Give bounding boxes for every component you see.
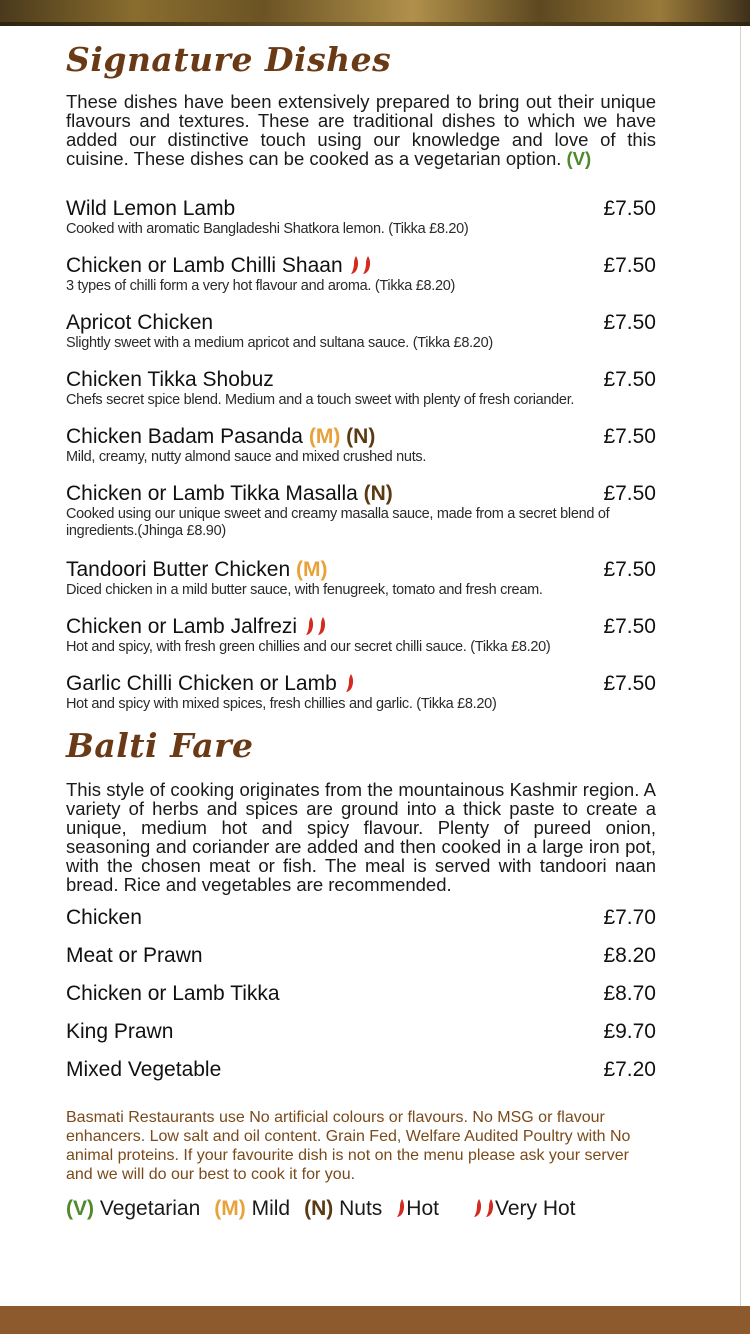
- nuts-tag: (N): [363, 482, 393, 505]
- signature-intro: [66, 92, 656, 168]
- decorative-footer-band: [0, 1306, 750, 1334]
- dish-name: Chicken Tikka Shobuz: [66, 368, 274, 391]
- legend-nuts-label: Nuts: [339, 1197, 383, 1220]
- balti-item-name: Meat or Prawn: [66, 944, 203, 967]
- dish-price: £7.50: [603, 558, 656, 581]
- dish-name: Tandoori Butter Chicken: [66, 558, 291, 581]
- chilli-icon: [305, 616, 315, 636]
- dish-name: Chicken Badam Pasanda: [66, 425, 303, 448]
- balti-item-price: £8.70: [603, 982, 656, 1005]
- balti-item-price: £7.20: [603, 1058, 656, 1081]
- signature-dish-list: [66, 197, 656, 720]
- chilli-icon: [362, 255, 372, 275]
- dish-name: Chicken or Lamb Tikka Masalla: [66, 482, 358, 505]
- balti-item: [66, 1020, 656, 1058]
- nuts-tag: (N): [346, 425, 376, 448]
- dish-item: [66, 197, 656, 254]
- mild-tag: (M): [295, 558, 328, 581]
- legend-hot-label: Hot: [406, 1197, 439, 1220]
- chilli-icon: [317, 616, 327, 636]
- balti-item-price: £9.70: [603, 1020, 656, 1043]
- dish-price: £7.50: [603, 425, 656, 448]
- decorative-header-band: [0, 0, 750, 26]
- dish-name: Apricot Chicken: [66, 311, 214, 334]
- dish-description: Cooked using our unique sweet and creamy masalla sauce, made from a secret blend of ingredients.(Jhinga £8.90): [66, 506, 610, 539]
- dish-description: 3 types of chilli form a very hot flavour and aroma. (Tikka £8.20): [66, 278, 456, 294]
- dish-description: Cooked with aromatic Bangladeshi Shatkora lemon. (Tikka £8.20): [66, 221, 469, 237]
- dish-description: Chefs secret spice blend. Medium and a touch sweet with plenty of fresh coriander.: [66, 392, 575, 408]
- balti-intro: This style of cooking originates from the mountainous Kashmir region. A variety of herbs and spices are ground into a thick paste to create a unique, medium hot and spicy flavour. Plenty of pureed onion, seasoning and coriander are added and then cooked in a large iron pot, with the chosen meat or fish. The meal is served with tandoori naan bread. Rice and vegetables are recommended.: [66, 779, 656, 895]
- legend-vegetarian-label: Vegetarian: [99, 1197, 201, 1220]
- dish-item: [66, 254, 656, 311]
- balti-item-price: £8.20: [603, 944, 656, 967]
- section-title-balti: Balti Fare: [66, 726, 254, 765]
- dish-price: £7.50: [603, 254, 656, 277]
- dish-description: Slightly sweet with a medium apricot and sultana sauce. (Tikka £8.20): [66, 335, 493, 351]
- dish-name: Chicken or Lamb Jalfrezi: [66, 615, 298, 638]
- legend-mild-tag: (M): [214, 1197, 246, 1220]
- balti-item: [66, 906, 656, 944]
- legend-very-hot-label: Very Hot: [494, 1197, 576, 1220]
- dish-price: £7.50: [603, 197, 656, 220]
- balti-item-name: King Prawn: [66, 1020, 174, 1043]
- chilli-icon: [345, 673, 355, 693]
- balti-item-name: Chicken: [66, 906, 142, 929]
- dish-item: [66, 615, 656, 672]
- balti-item-name: Mixed Vegetable: [66, 1058, 222, 1081]
- section-title-signature: Signature Dishes: [66, 40, 392, 79]
- balti-item-price: £7.70: [603, 906, 656, 929]
- restaurant-note: Basmati Restaurants use No artificial colours or flavours. No MSG or flavour enhancers. Low salt and oil content. Grain Fed, Welfare Audited Poultry with No animal proteins. If your favourite dish is not on the menu please ask your server and we will do our best to cook it for you.: [66, 1109, 631, 1183]
- mild-tag: (M): [308, 425, 341, 448]
- dish-price: £7.50: [603, 482, 656, 505]
- balti-item: [66, 944, 656, 982]
- dish-price: £7.50: [603, 672, 656, 695]
- menu-page: [66, 26, 656, 1222]
- adjacent-page-edge: [740, 26, 750, 1306]
- legend-mild-label: Mild: [251, 1197, 291, 1220]
- chilli-icon: [473, 1198, 483, 1218]
- dish-name: Garlic Chilli Chicken or Lamb: [66, 672, 337, 695]
- signature-intro-text: These dishes have been extensively prepared to bring out their unique flavours and textures. These are traditional dishes to which we have added our distinctive touch using our knowledge and love of this cuisine. These dishes can be cooked as a vegetarian option.: [66, 91, 656, 169]
- legend-vegetarian-tag: (V): [66, 1197, 94, 1220]
- dietary-legend: [66, 1196, 656, 1222]
- dish-item: [66, 558, 656, 615]
- dish-item: [66, 311, 656, 368]
- balti-item: [66, 1058, 656, 1096]
- dish-name: Chicken or Lamb Chilli Shaan: [66, 254, 343, 277]
- dish-item: [66, 672, 656, 720]
- dish-price: £7.50: [603, 615, 656, 638]
- dish-item: [66, 482, 656, 558]
- dish-price: £7.50: [603, 311, 656, 334]
- dish-price: £7.50: [603, 368, 656, 391]
- dish-name: Wild Lemon Lamb: [66, 197, 236, 220]
- dish-item: [66, 425, 656, 482]
- dish-item: [66, 368, 656, 425]
- balti-item-name: Chicken or Lamb Tikka: [66, 982, 280, 1005]
- chilli-icon: [396, 1198, 406, 1218]
- balti-item: [66, 982, 656, 1020]
- dish-description: Diced chicken in a mild butter sauce, with fenugreek, tomato and fresh cream.: [66, 582, 543, 598]
- dish-description: Hot and spicy, with fresh green chillies and our secret chilli sauce. (Tikka £8.20): [66, 639, 551, 655]
- chilli-icon: [350, 255, 360, 275]
- legend-nuts-tag: (N): [304, 1197, 334, 1220]
- chilli-icon: [485, 1198, 495, 1218]
- dish-description: Mild, creamy, nutty almond sauce and mixed crushed nuts.: [66, 449, 427, 465]
- balti-list: [66, 906, 656, 1096]
- dish-description: Hot and spicy with mixed spices, fresh chillies and garlic. (Tikka £8.20): [66, 696, 497, 712]
- vegetarian-tag: (V): [566, 148, 592, 169]
